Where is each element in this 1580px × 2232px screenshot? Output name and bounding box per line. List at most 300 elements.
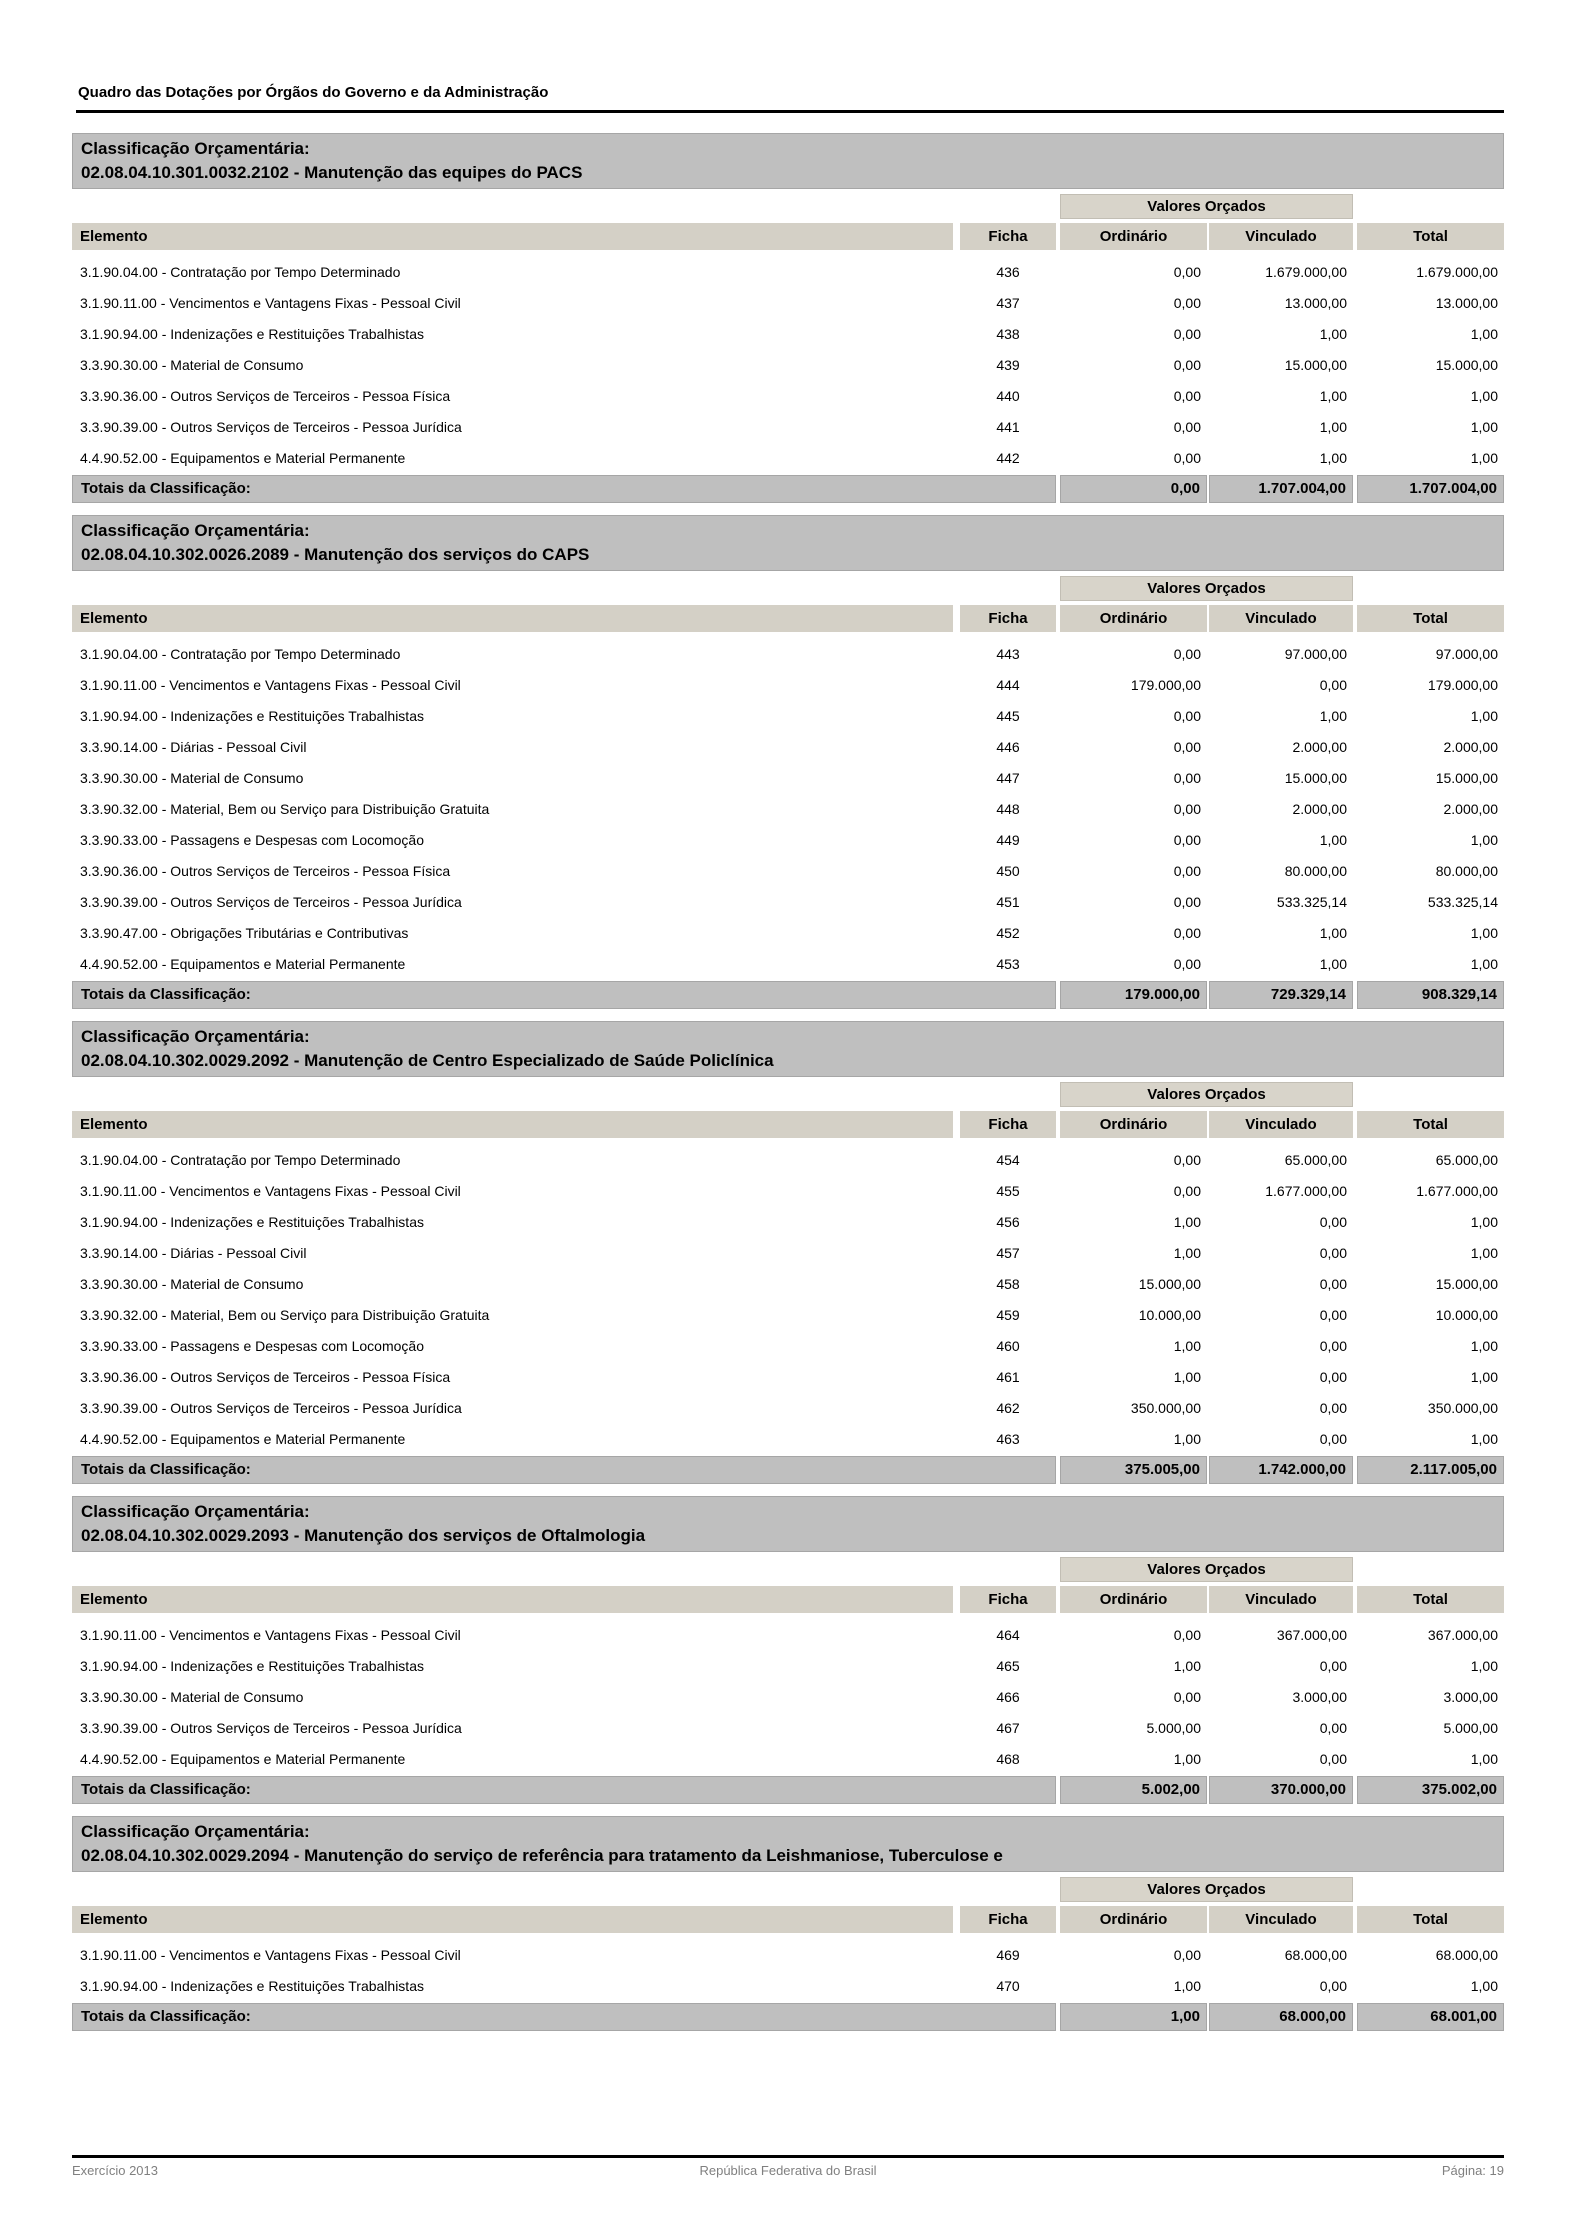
- cell-elemento: 4.4.90.52.00 - Equipamentos e Material Permanente: [80, 1430, 406, 1447]
- col-header-vinculado: Vinculado: [1209, 1111, 1353, 1138]
- cell-vinculado: 2.000,00: [1292, 800, 1347, 817]
- totals-ordinario: 1,00: [1060, 2003, 1207, 2031]
- totals-total: 908.329,14: [1357, 981, 1504, 1009]
- totals-label: Totais da Classificação:: [72, 2003, 1056, 2031]
- cell-elemento: 3.1.90.94.00 - Indenizações e Restituições Trabalhistas: [80, 1657, 424, 1674]
- totals-total: 375.002,00: [1357, 1776, 1504, 1804]
- totals-ordinario: 375.005,00: [1060, 1456, 1207, 1484]
- cell-ficha: 465: [996, 1657, 1020, 1674]
- valores-orcados-group: [72, 1877, 1504, 1902]
- cell-total: 2.000,00: [1443, 738, 1498, 755]
- cell-total: 13.000,00: [1435, 294, 1498, 311]
- table-row: [72, 349, 1504, 380]
- cell-elemento: 3.1.90.94.00 - Indenizações e Restituições Trabalhistas: [80, 1213, 424, 1230]
- cell-total: 80.000,00: [1435, 862, 1498, 879]
- table-row: [72, 762, 1504, 793]
- col-header-ficha: Ficha: [960, 605, 1056, 632]
- cell-total: 2.000,00: [1443, 800, 1498, 817]
- col-header-ordinario: Ordinário: [1060, 605, 1207, 632]
- cell-vinculado: 0,00: [1319, 1244, 1347, 1261]
- cell-total: 65.000,00: [1435, 1151, 1498, 1168]
- cell-ficha: 447: [996, 769, 1020, 786]
- table-row: [72, 1268, 1504, 1299]
- cell-vinculado: 65.000,00: [1284, 1151, 1347, 1168]
- cell-elemento: 3.1.90.94.00 - Indenizações e Restituições Trabalhistas: [80, 1977, 424, 1994]
- col-header-vinculado: Vinculado: [1209, 223, 1353, 250]
- table-row: [72, 1361, 1504, 1392]
- cell-ficha: 463: [996, 1430, 1020, 1447]
- cell-ficha: 460: [996, 1337, 1020, 1354]
- page-title: Quadro das Dotações por Órgãos do Governo e da Administração: [78, 84, 549, 101]
- col-header-ordinario: Ordinário: [1060, 1586, 1207, 1613]
- cell-vinculado: 0,00: [1319, 1750, 1347, 1767]
- cell-total: 1,00: [1470, 1657, 1498, 1674]
- cell-ficha: 454: [996, 1151, 1020, 1168]
- cell-vinculado: 1,00: [1319, 418, 1347, 435]
- table-row: [72, 318, 1504, 349]
- sections: [72, 133, 1504, 2043]
- cell-ordinario: 0,00: [1173, 449, 1201, 466]
- cell-ficha: 440: [996, 387, 1020, 404]
- footer-country: República Federativa do Brasil: [699, 2163, 877, 2178]
- table-row: [72, 917, 1504, 948]
- totals-total: 68.001,00: [1357, 2003, 1504, 2031]
- cell-ordinario: 0,00: [1173, 645, 1201, 662]
- col-header-total: Total: [1357, 1586, 1504, 1613]
- cell-ficha: 464: [996, 1626, 1020, 1643]
- classification-code: 02.08.04.10.301.0032.2102 - Manutenção das equipes do PACS: [81, 163, 583, 182]
- col-header-elemento: Elemento: [72, 1586, 953, 1613]
- table-row: [72, 1237, 1504, 1268]
- cell-vinculado: 15.000,00: [1284, 769, 1347, 786]
- cell-vinculado: 1,00: [1319, 325, 1347, 342]
- table-row: [72, 824, 1504, 855]
- table-row: [72, 1175, 1504, 1206]
- cell-ordinario: 0,00: [1173, 924, 1201, 941]
- table-body: [72, 1619, 1504, 1774]
- cell-elemento: 3.1.90.11.00 - Vencimentos e Vantagens Fixas - Pessoal Civil: [80, 1182, 461, 1199]
- cell-total: 1,00: [1470, 1213, 1498, 1230]
- cell-vinculado: 0,00: [1319, 1719, 1347, 1736]
- table-row: [72, 1330, 1504, 1361]
- cell-total: 1,00: [1470, 325, 1498, 342]
- cell-elemento: 3.3.90.30.00 - Material de Consumo: [80, 356, 304, 373]
- cell-vinculado: 1,00: [1319, 387, 1347, 404]
- cell-ficha: 445: [996, 707, 1020, 724]
- footer-divider: [72, 2155, 1504, 2158]
- table-row: [72, 638, 1504, 669]
- col-header-vinculado: Vinculado: [1209, 1906, 1353, 1933]
- valores-orcados-header: Valores Orçados: [1060, 1082, 1353, 1107]
- valores-orcados-group: [72, 576, 1504, 601]
- table-row: [72, 1392, 1504, 1423]
- cell-total: 68.000,00: [1435, 1946, 1498, 1963]
- cell-ordinario: 0,00: [1173, 800, 1201, 817]
- table-row: [72, 1712, 1504, 1743]
- col-header-ordinario: Ordinário: [1060, 223, 1207, 250]
- classification-section: [72, 1021, 1504, 1484]
- cell-ordinario: 1,00: [1173, 1244, 1201, 1261]
- totals-vinculado: 729.329,14: [1209, 981, 1353, 1009]
- cell-vinculado: 13.000,00: [1284, 294, 1347, 311]
- col-header-elemento: Elemento: [72, 223, 953, 250]
- cell-ordinario: 5.000,00: [1146, 1719, 1201, 1736]
- totals-label: Totais da Classificação:: [72, 981, 1056, 1009]
- cell-vinculado: 0,00: [1319, 1430, 1347, 1447]
- cell-ficha: 443: [996, 645, 1020, 662]
- cell-elemento: 3.1.90.11.00 - Vencimentos e Vantagens Fixas - Pessoal Civil: [80, 294, 461, 311]
- footer-exercise: Exercício 2013: [72, 2163, 158, 2178]
- cell-ficha: 467: [996, 1719, 1020, 1736]
- cell-elemento: 3.3.90.30.00 - Material de Consumo: [80, 769, 304, 786]
- cell-vinculado: 0,00: [1319, 676, 1347, 693]
- cell-ficha: 446: [996, 738, 1020, 755]
- cell-total: 1,00: [1470, 1244, 1498, 1261]
- totals-vinculado: 370.000,00: [1209, 1776, 1353, 1804]
- cell-total: 3.000,00: [1443, 1688, 1498, 1705]
- table-body: [72, 1939, 1504, 2001]
- cell-total: 97.000,00: [1435, 645, 1498, 662]
- cell-ficha: 442: [996, 449, 1020, 466]
- classification-code: 02.08.04.10.302.0026.2089 - Manutenção dos serviços do CAPS: [81, 545, 590, 564]
- table-body: [72, 1144, 1504, 1454]
- classification-code: 02.08.04.10.302.0029.2093 - Manutenção dos serviços de Oftalmologia: [81, 1526, 646, 1545]
- cell-elemento: 4.4.90.52.00 - Equipamentos e Material Permanente: [80, 955, 406, 972]
- classification-section: [72, 1816, 1504, 2031]
- classification-section: [72, 1496, 1504, 1804]
- col-header-ordinario: Ordinário: [1060, 1111, 1207, 1138]
- cell-total: 1,00: [1470, 707, 1498, 724]
- cell-elemento: 4.4.90.52.00 - Equipamentos e Material Permanente: [80, 1750, 406, 1767]
- cell-vinculado: 0,00: [1319, 1657, 1347, 1674]
- cell-vinculado: 533.325,14: [1276, 893, 1347, 910]
- cell-elemento: 3.1.90.04.00 - Contratação por Tempo Determinado: [80, 1151, 401, 1168]
- table-header-row: [72, 605, 1504, 632]
- table-row: [72, 948, 1504, 979]
- table-row: [72, 669, 1504, 700]
- cell-total: 533.325,14: [1427, 893, 1498, 910]
- cell-total: 367.000,00: [1427, 1626, 1498, 1643]
- totals-label: Totais da Classificação:: [72, 1776, 1056, 1804]
- totals-row: [72, 2003, 1504, 2031]
- cell-total: 179.000,00: [1427, 676, 1498, 693]
- cell-vinculado: 68.000,00: [1284, 1946, 1347, 1963]
- cell-vinculado: 1.679.000,00: [1265, 263, 1347, 280]
- cell-ordinario: 1,00: [1173, 1337, 1201, 1354]
- table-row: [72, 886, 1504, 917]
- cell-total: 1,00: [1470, 1750, 1498, 1767]
- table-body: [72, 638, 1504, 979]
- table-row: [72, 411, 1504, 442]
- cell-total: 1.679.000,00: [1416, 263, 1498, 280]
- table-header-row: [72, 223, 1504, 250]
- totals-row: [72, 1776, 1504, 1804]
- table-row: [72, 1206, 1504, 1237]
- cell-total: 15.000,00: [1435, 1275, 1498, 1292]
- cell-elemento: 3.3.90.14.00 - Diárias - Pessoal Civil: [80, 738, 307, 755]
- cell-total: 1,00: [1470, 1337, 1498, 1354]
- cell-vinculado: 15.000,00: [1284, 356, 1347, 373]
- cell-ficha: 436: [996, 263, 1020, 280]
- table-header-row: [72, 1586, 1504, 1613]
- col-header-total: Total: [1357, 1111, 1504, 1138]
- cell-ordinario: 0,00: [1173, 294, 1201, 311]
- cell-total: 1,00: [1470, 831, 1498, 848]
- cell-vinculado: 1,00: [1319, 924, 1347, 941]
- table-row: [72, 1423, 1504, 1454]
- cell-ficha: 441: [996, 418, 1020, 435]
- cell-elemento: 3.3.90.39.00 - Outros Serviços de Terceiros - Pessoa Jurídica: [80, 893, 462, 910]
- valores-orcados-header: Valores Orçados: [1060, 576, 1353, 601]
- table-row: [72, 1144, 1504, 1175]
- classification-label: Classificação Orçamentária:: [81, 139, 310, 158]
- table-row: [72, 380, 1504, 411]
- col-header-ficha: Ficha: [960, 1111, 1056, 1138]
- cell-ordinario: 0,00: [1173, 738, 1201, 755]
- cell-ficha: 453: [996, 955, 1020, 972]
- valores-orcados-header: Valores Orçados: [1060, 1557, 1353, 1582]
- cell-vinculado: 2.000,00: [1292, 738, 1347, 755]
- cell-elemento: 4.4.90.52.00 - Equipamentos e Material Permanente: [80, 449, 406, 466]
- valores-orcados-group: [72, 1082, 1504, 1107]
- cell-ordinario: 0,00: [1173, 1182, 1201, 1199]
- classification-header: [72, 1816, 1504, 1872]
- totals-row: [72, 475, 1504, 503]
- classification-code: 02.08.04.10.302.0029.2092 - Manutenção de Centro Especializado de Saúde Policlínica: [81, 1051, 774, 1070]
- cell-elemento: 3.3.90.47.00 - Obrigações Tributárias e Contributivas: [80, 924, 409, 941]
- cell-ficha: 450: [996, 862, 1020, 879]
- cell-ordinario: 350.000,00: [1130, 1399, 1201, 1416]
- cell-vinculado: 1,00: [1319, 831, 1347, 848]
- cell-ordinario: 0,00: [1173, 769, 1201, 786]
- totals-row: [72, 981, 1504, 1009]
- cell-ordinario: 0,00: [1173, 418, 1201, 435]
- cell-elemento: 3.3.90.30.00 - Material de Consumo: [80, 1275, 304, 1292]
- valores-orcados-group: [72, 1557, 1504, 1582]
- cell-total: 1,00: [1470, 924, 1498, 941]
- cell-elemento: 3.3.90.39.00 - Outros Serviços de Terceiros - Pessoa Jurídica: [80, 1719, 462, 1736]
- table-row: [72, 442, 1504, 473]
- footer-page-number: Página: 19: [1441, 2163, 1504, 2178]
- cell-ficha: 437: [996, 294, 1020, 311]
- cell-ordinario: 0,00: [1173, 831, 1201, 848]
- title-divider: [76, 110, 1504, 113]
- cell-vinculado: 1,00: [1319, 955, 1347, 972]
- cell-ficha: 448: [996, 800, 1020, 817]
- classification-header: [72, 1496, 1504, 1552]
- cell-total: 5.000,00: [1443, 1719, 1498, 1736]
- cell-elemento: 3.3.90.32.00 - Material, Bem ou Serviço para Distribuição Gratuita: [80, 800, 490, 817]
- table-header-row: [72, 1111, 1504, 1138]
- cell-vinculado: 1.677.000,00: [1265, 1182, 1347, 1199]
- totals-ordinario: 5.002,00: [1060, 1776, 1207, 1804]
- cell-elemento: 3.3.90.30.00 - Material de Consumo: [80, 1688, 304, 1705]
- table-row: [72, 1743, 1504, 1774]
- cell-elemento: 3.3.90.33.00 - Passagens e Despesas com Locomoção: [80, 831, 424, 848]
- cell-total: 1,00: [1470, 1430, 1498, 1447]
- cell-ordinario: 0,00: [1173, 1688, 1201, 1705]
- totals-vinculado: 1.742.000,00: [1209, 1456, 1353, 1484]
- cell-ordinario: 179.000,00: [1130, 676, 1201, 693]
- cell-ordinario: 1,00: [1173, 1430, 1201, 1447]
- classification-section: [72, 515, 1504, 1009]
- cell-elemento: 3.1.90.04.00 - Contratação por Tempo Determinado: [80, 645, 401, 662]
- cell-ordinario: 0,00: [1173, 893, 1201, 910]
- cell-ficha: 451: [996, 893, 1020, 910]
- table-row: [72, 1650, 1504, 1681]
- cell-ficha: 469: [996, 1946, 1020, 1963]
- cell-total: 350.000,00: [1427, 1399, 1498, 1416]
- classification-code: 02.08.04.10.302.0029.2094 - Manutenção do serviço de referência para tratamento da Leishmaniose, Tuberculose e: [81, 1846, 1003, 1865]
- col-header-ficha: Ficha: [960, 1906, 1056, 1933]
- cell-total: 1,00: [1470, 418, 1498, 435]
- valores-orcados-header: Valores Orçados: [1060, 194, 1353, 219]
- col-header-elemento: Elemento: [72, 1111, 953, 1138]
- cell-elemento: 3.1.90.11.00 - Vencimentos e Vantagens Fixas - Pessoal Civil: [80, 1626, 461, 1643]
- classification-label: Classificação Orçamentária:: [81, 1502, 310, 1521]
- cell-ordinario: 15.000,00: [1138, 1275, 1201, 1292]
- cell-elemento: 3.3.90.39.00 - Outros Serviços de Terceiros - Pessoa Jurídica: [80, 418, 462, 435]
- cell-elemento: 3.1.90.94.00 - Indenizações e Restituições Trabalhistas: [80, 325, 424, 342]
- cell-vinculado: 0,00: [1319, 1399, 1347, 1416]
- table-body: [72, 256, 1504, 473]
- cell-ficha: 459: [996, 1306, 1020, 1323]
- table-row: [72, 731, 1504, 762]
- cell-ordinario: 0,00: [1173, 387, 1201, 404]
- cell-total: 15.000,00: [1435, 769, 1498, 786]
- col-header-total: Total: [1357, 605, 1504, 632]
- cell-ordinario: 0,00: [1173, 955, 1201, 972]
- col-header-vinculado: Vinculado: [1209, 605, 1353, 632]
- cell-elemento: 3.3.90.14.00 - Diárias - Pessoal Civil: [80, 1244, 307, 1261]
- cell-ordinario: 0,00: [1173, 862, 1201, 879]
- totals-vinculado: 68.000,00: [1209, 2003, 1353, 2031]
- cell-vinculado: 1,00: [1319, 449, 1347, 466]
- cell-elemento: 3.3.90.36.00 - Outros Serviços de Terceiros - Pessoa Física: [80, 1368, 451, 1385]
- valores-orcados-header: Valores Orçados: [1060, 1877, 1353, 1902]
- cell-elemento: 3.1.90.04.00 - Contratação por Tempo Determinado: [80, 263, 401, 280]
- totals-label: Totais da Classificação:: [72, 475, 1056, 503]
- table-row: [72, 1619, 1504, 1650]
- classification-header: [72, 1021, 1504, 1077]
- cell-ordinario: 1,00: [1173, 1977, 1201, 1994]
- classification-label: Classificação Orçamentária:: [81, 521, 310, 540]
- cell-ficha: 449: [996, 831, 1020, 848]
- cell-elemento: 3.1.90.11.00 - Vencimentos e Vantagens Fixas - Pessoal Civil: [80, 676, 461, 693]
- cell-elemento: 3.3.90.33.00 - Passagens e Despesas com Locomoção: [80, 1337, 424, 1354]
- cell-total: 10.000,00: [1435, 1306, 1498, 1323]
- cell-total: 1,00: [1470, 449, 1498, 466]
- classification-label: Classificação Orçamentária:: [81, 1822, 310, 1841]
- table-row: [72, 1299, 1504, 1330]
- classification-header: [72, 133, 1504, 189]
- table-row: [72, 700, 1504, 731]
- cell-vinculado: 97.000,00: [1284, 645, 1347, 662]
- cell-elemento: 3.1.90.94.00 - Indenizações e Restituições Trabalhistas: [80, 707, 424, 724]
- totals-row: [72, 1456, 1504, 1484]
- cell-elemento: 3.3.90.32.00 - Material, Bem ou Serviço para Distribuição Gratuita: [80, 1306, 490, 1323]
- cell-ficha: 452: [996, 924, 1020, 941]
- cell-vinculado: 0,00: [1319, 1977, 1347, 1994]
- cell-total: 1,00: [1470, 955, 1498, 972]
- cell-vinculado: 367.000,00: [1276, 1626, 1347, 1643]
- col-header-ficha: Ficha: [960, 1586, 1056, 1613]
- col-header-elemento: Elemento: [72, 1906, 953, 1933]
- cell-ordinario: 0,00: [1173, 1946, 1201, 1963]
- table-row: [72, 1681, 1504, 1712]
- cell-ordinario: 1,00: [1173, 1213, 1201, 1230]
- cell-ficha: 462: [996, 1399, 1020, 1416]
- col-header-total: Total: [1357, 1906, 1504, 1933]
- table-row: [72, 1970, 1504, 2001]
- col-header-ficha: Ficha: [960, 223, 1056, 250]
- cell-ordinario: 1,00: [1173, 1750, 1201, 1767]
- cell-vinculado: 0,00: [1319, 1213, 1347, 1230]
- cell-ficha: 457: [996, 1244, 1020, 1261]
- table-row: [72, 793, 1504, 824]
- cell-elemento: 3.1.90.11.00 - Vencimentos e Vantagens Fixas - Pessoal Civil: [80, 1946, 461, 1963]
- cell-ordinario: 10.000,00: [1138, 1306, 1201, 1323]
- cell-vinculado: 80.000,00: [1284, 862, 1347, 879]
- cell-ficha: 461: [996, 1368, 1020, 1385]
- classification-header: [72, 515, 1504, 571]
- totals-vinculado: 1.707.004,00: [1209, 475, 1353, 503]
- cell-total: 1,00: [1470, 1977, 1498, 1994]
- cell-elemento: 3.3.90.39.00 - Outros Serviços de Terceiros - Pessoa Jurídica: [80, 1399, 462, 1416]
- cell-ficha: 438: [996, 325, 1020, 342]
- cell-ficha: 455: [996, 1182, 1020, 1199]
- totals-ordinario: 0,00: [1060, 475, 1207, 503]
- valores-orcados-group: [72, 194, 1504, 219]
- cell-vinculado: 0,00: [1319, 1368, 1347, 1385]
- cell-ordinario: 0,00: [1173, 1151, 1201, 1168]
- cell-ordinario: 1,00: [1173, 1368, 1201, 1385]
- table-row: [72, 855, 1504, 886]
- table-row: [72, 1939, 1504, 1970]
- col-header-vinculado: Vinculado: [1209, 1586, 1353, 1613]
- cell-ficha: 456: [996, 1213, 1020, 1230]
- cell-elemento: 3.3.90.36.00 - Outros Serviços de Terceiros - Pessoa Física: [80, 862, 451, 879]
- totals-ordinario: 179.000,00: [1060, 981, 1207, 1009]
- col-header-ordinario: Ordinário: [1060, 1906, 1207, 1933]
- classification-label: Classificação Orçamentária:: [81, 1027, 310, 1046]
- cell-vinculado: 0,00: [1319, 1275, 1347, 1292]
- cell-ficha: 458: [996, 1275, 1020, 1292]
- cell-vinculado: 1,00: [1319, 707, 1347, 724]
- cell-ordinario: 0,00: [1173, 1626, 1201, 1643]
- cell-ordinario: 0,00: [1173, 263, 1201, 280]
- col-header-elemento: Elemento: [72, 605, 953, 632]
- cell-ordinario: 1,00: [1173, 1657, 1201, 1674]
- cell-elemento: 3.3.90.36.00 - Outros Serviços de Terceiros - Pessoa Física: [80, 387, 451, 404]
- cell-vinculado: 0,00: [1319, 1337, 1347, 1354]
- classification-section: [72, 133, 1504, 503]
- cell-ordinario: 0,00: [1173, 325, 1201, 342]
- page-footer: [72, 2163, 1504, 2178]
- cell-ordinario: 0,00: [1173, 707, 1201, 724]
- cell-total: 1,00: [1470, 387, 1498, 404]
- totals-label: Totais da Classificação:: [72, 1456, 1056, 1484]
- cell-vinculado: 3.000,00: [1292, 1688, 1347, 1705]
- cell-ficha: 468: [996, 1750, 1020, 1767]
- table-row: [72, 287, 1504, 318]
- table-row: [72, 256, 1504, 287]
- cell-ficha: 470: [996, 1977, 1020, 1994]
- cell-total: 15.000,00: [1435, 356, 1498, 373]
- cell-total: 1,00: [1470, 1368, 1498, 1385]
- cell-ficha: 466: [996, 1688, 1020, 1705]
- cell-ficha: 439: [996, 356, 1020, 373]
